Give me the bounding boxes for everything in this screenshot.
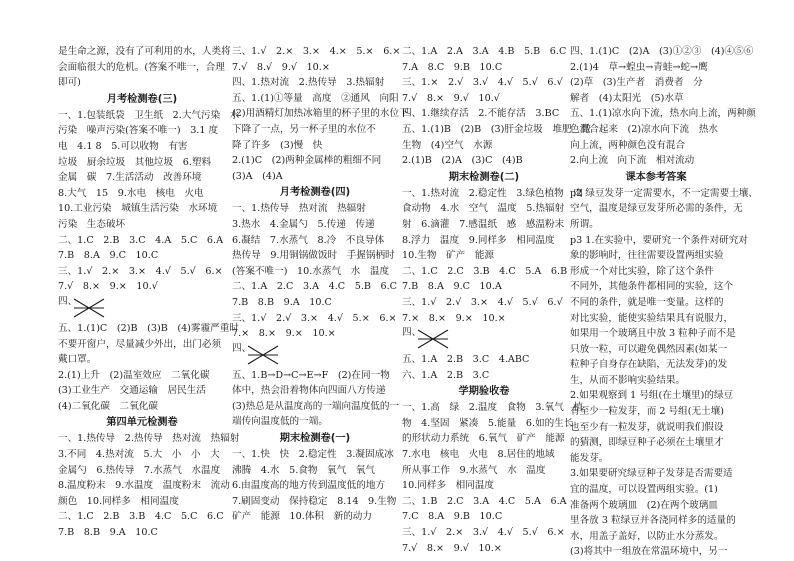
answer-line: 7.B 8.A 9.C 10.C	[58, 250, 159, 262]
answer-line: 解者 (4)太阳光 (5)水草	[570, 92, 684, 104]
answer-line: 8.温度粉末 9.水温度 温度粉末 流动	[58, 480, 230, 492]
answer-line: 五、1.A 2.B 3.C 4.ABC	[402, 354, 530, 366]
answer-line: 10.工业污染 城镇生活污染 水环境	[58, 203, 218, 215]
answer-line: 形成一个对比实验，除了这个条件	[570, 265, 714, 277]
answer-line: 2.(1)B (2)A (3)C (4)B	[402, 155, 523, 167]
answer-line: 三、1.√ 2.√ 3.× 4.√ 5.× 6.×	[232, 312, 397, 324]
answer-line: 3.如果要研究绿豆种子发芽是否需要适	[570, 468, 733, 480]
matching-lines-diagram	[232, 342, 398, 368]
answer-line: 8.大气 15 9.水电 核电 火电	[58, 187, 204, 199]
answer-line: p2 绿豆发芽一定需要水，不一定需要土壤、	[570, 187, 758, 199]
answer-line: 二、1.C 2.C 3.B 4.C 5.A 6.B	[402, 265, 568, 277]
column-1	[58, 44, 240, 541]
answer-line: 对比实验，能使实验结果具有说服力，	[570, 312, 734, 324]
answer-line: 沸腾 4.水 5.食物 氧气 氧气	[232, 464, 376, 476]
answer-line: 准备两个玻璃皿 (2)在两个玻璃皿	[570, 499, 718, 511]
answer-line: 象的影响时，往往需要设置两组实验	[570, 250, 724, 262]
answer-line: 一、1.热对流 2.稳定性 3.绿色植物 肉	[402, 187, 583, 199]
answer-line: (2)用酒精灯加热冰箱里的杯子里的水位下	[232, 108, 409, 120]
answer-line: 向上流，两种颜色没有混合	[570, 139, 686, 151]
answer-line: 2.如果观察到 1 号组(在土壤里)的绿豆	[570, 390, 734, 402]
answer-line: 金属 碳 7.生活活动 改善环境	[58, 172, 202, 184]
answer-line: 下降了一点，另一杯子里的水位不	[232, 123, 376, 135]
matching-lines-diagram	[402, 326, 566, 352]
answer-line: 一、1.包装纸袋 卫生纸 2.大气污染 水	[58, 109, 240, 121]
answer-line: 6.凝结 7.水蒸气 8.冷 不良导体	[232, 234, 385, 246]
answer-line: 只放一粒，可以避免偶然因素(如某一	[570, 343, 728, 355]
answer-line: 垃圾 厨余垃圾 其他垃圾 6.塑料	[58, 156, 212, 168]
answer-line: 一、1.热传导 2.热传导 热对流 热辐射	[58, 433, 240, 445]
answer-line: 3.热水 4.金属勺 5.传递 传递	[232, 218, 375, 230]
answer-line: 不同的条件，就是唯一变量。这样的	[570, 296, 724, 308]
answer-line: 生物 (4)空气 水源	[402, 139, 493, 151]
answer-line: (答案不唯一) 10.水蒸气 水 温度	[232, 265, 390, 277]
answer-line: 射 6.滴灌 7.感温纸 感 感温粉末	[402, 218, 565, 230]
answer-line: 三、1.× 2.√ 3.√ 4.√ 5.√ 6.√	[402, 77, 563, 89]
answer-line: 粒种子自身存在缺陷，无法发芽)的发	[570, 359, 728, 371]
answer-line: 7.水电 核电 火电 8.居住的地域	[402, 449, 555, 461]
answer-line: 7.刷固变动 保持稳定 8.14 9.生物	[232, 495, 397, 507]
answer-line: 2.(1)C (2)两种金属棒的粗细不同	[232, 155, 382, 167]
answer-line: 一、1.热传导 热对流 热辐射	[232, 203, 366, 215]
section-heading: 期末检测卷(二)	[448, 171, 520, 183]
answer-line: 四、1.继续存活 2.不能存活 3.BC	[402, 108, 560, 120]
answer-line: 不同外，其他条件都相同的实验，这个	[570, 281, 734, 293]
answer-line: 水，用盖子盖好，以防止水分蒸发。	[570, 530, 724, 542]
answer-line: 五、1.(1)B (2)B (3)肝金垃圾 堆肥 微	[402, 123, 591, 135]
answer-line: p3 1.在实验中，要研究一个条件对研究对	[570, 234, 748, 246]
answer-line: 色混合起来 (2)凉水向下流 热水	[570, 123, 718, 135]
answer-line: 一、1.高 绿 2.温度 食物 3.氧气 植	[402, 402, 583, 414]
answer-line: 7.B 8.B 9.A 10.C	[58, 527, 158, 539]
answer-line: 7.B 8.B 9.A 10.C	[232, 296, 332, 308]
column-2	[232, 44, 409, 525]
answer-line: 电 4.1 8 5.可以收物 有害	[58, 140, 188, 152]
answer-line: 食动物 4.水 空气 温度 5.热辐射	[402, 203, 565, 215]
answer-line: 7.√ 8.× 9.× 10.√	[58, 281, 158, 293]
matching-section-number: 四、	[402, 327, 422, 339]
answer-line: 一、1.快 快 2.稳定性 3.凝固成冰	[232, 449, 394, 461]
answer-line: 空气，温度是绿豆发芽所必需的条件，无	[570, 203, 743, 215]
answer-line: (3)A (4)A	[232, 170, 283, 182]
answer-line: 金属勺 6.热传导 7.水蒸气 水温度	[58, 464, 221, 476]
answer-line: 7.√ 8.× 9.√ 10.√	[402, 92, 500, 104]
answer-line: 10.生物 矿产 能源	[402, 250, 495, 262]
answer-line: 所从事工作 9.水蒸气 水 温度	[402, 464, 546, 476]
answer-line: 戴口罩。	[58, 354, 97, 366]
answer-line: 7.× 8.× 9.× 10.×	[232, 328, 336, 340]
answer-line: 生，从而不影响实验结果。	[570, 374, 686, 386]
answer-line: 五、1.(1)C (2)B (3)B (4)雾霾严重时	[58, 322, 239, 334]
answer-line: 3.不同 4.热对流 5.大 小 小 大	[58, 449, 220, 461]
answer-line: 有至少一粒发芽，而 2 号组(无土壤)	[570, 406, 725, 418]
answer-line: (2)草 (3)生产者 消费者 分	[570, 77, 703, 89]
answer-line: 二、1.C 2.B 3.C 4.A 5.C 6.A	[58, 234, 224, 246]
answer-line: 的猜测，即绿豆种子必须在土壤里才	[570, 437, 724, 449]
answer-line: 二、1.A 2.C 3.A 4.C 5.B 6.C	[232, 281, 398, 293]
answer-line: 二、1.A 2.A 3.A 4.B 5.B 6.C	[402, 46, 567, 57]
matching-section-number: 四、	[58, 295, 78, 307]
answer-line: 降了许多 (3)慢 快	[232, 139, 323, 151]
answer-line: 三、1.√ 2.× 3.√ 4.√ 5.√ 6.×	[402, 527, 565, 539]
answer-line: 六、1.A 2.B 3.C	[402, 369, 490, 381]
answer-line: (4)二氧化碳 二氧化碳	[58, 400, 158, 412]
matching-lines-diagram	[58, 295, 226, 321]
answer-line: 7.B 8.A 9.C 10.A	[402, 281, 502, 293]
answer-line: 污染 噪声污染(答案不唯一) 3.1 度	[58, 125, 219, 137]
answer-line: 矿产 能源 10.体积 新的动力	[232, 511, 372, 523]
answer-line: 五、1.(1)凉水向下流，热水向上流，两种颜	[570, 108, 756, 120]
answer-line: 7.√ 8.× 9.√ 10.×	[402, 542, 502, 554]
answer-line: 即可)	[58, 77, 81, 89]
answer-line: 物 4.坚固 紧凑 5.能量 6.如的生长	[402, 417, 574, 429]
answer-line: 如果用一个玻璃且中放 3 粒种子而不是	[570, 328, 736, 340]
answer-line: 的形状动力系统 6.氧气 矿产 能源	[402, 433, 565, 445]
answer-line: 8.浮力 温度 9.同样多 相同温度	[402, 234, 555, 246]
answer-line: 污染 生态破坏	[58, 218, 126, 230]
answer-line: 是生命之源，没有了可利用的水，人类将	[58, 46, 231, 57]
answer-line: 二、1.C 2.B 3.B 4.C 5.C 6.C	[58, 511, 224, 523]
answer-line: 二、1.B 2.C 3.A 4.C 5.A 6.A	[402, 495, 567, 507]
answer-line: 2.(1)上升 (2)温室效应 二氧化碳	[58, 369, 210, 381]
answer-line: 里各放 3 粒绿豆并各浇同样多的适量的	[570, 515, 736, 527]
answer-line: (3)热总是从温度高的一端向温度低的一	[232, 400, 400, 412]
column-4	[570, 44, 758, 560]
answer-line: 7.A 8.C 9.B 10.C	[402, 61, 503, 73]
section-heading: 月考检测卷(四)	[279, 187, 351, 199]
section-heading: 学期验收卷	[458, 386, 510, 398]
answer-line: 2.(1)4 草→蝗虫→青蛙→蛇→鹰	[570, 61, 708, 73]
answer-line: 三、1.√ 2.× 3.× 4.√ 5.√ 6.×	[58, 265, 223, 277]
answer-line: 2.向上流 向下流 相对流动	[570, 155, 695, 167]
answer-line: 7.C 8.A 9.B 10.C	[402, 511, 503, 523]
answer-line: 五、1.B→D→C→E→F (2)在同一物	[232, 369, 390, 381]
answer-line: 7.× 8.× 9.× 10.×	[402, 312, 506, 324]
answer-line: 三、1.√ 2.× 3.× 4.× 5.× 6.×	[232, 46, 401, 57]
answer-line: (3)工业生产 交通运输 居民生活	[58, 385, 206, 397]
answer-line: 10.同样多 相同温度	[402, 480, 495, 492]
matching-section-number: 四、	[232, 342, 252, 354]
answer-line: 体中，热会沿着物体向四面八方传递	[232, 385, 386, 397]
answer-line: 也至少有一粒发芽，就说明我们假设	[570, 421, 724, 433]
answer-line: 四、1.(1)C (2)A (3)①②③ (4)④⑤⑥	[570, 46, 754, 57]
answer-line: 能发芽。	[570, 452, 609, 464]
section-heading: 第四单元检测卷	[106, 417, 178, 429]
answer-line: 颜色 10.同样多 相同温度	[58, 495, 179, 507]
answer-line: 7.√ 8.√ 9.√ 10.×	[232, 61, 330, 73]
answer-line: 宜的温度，可以设置两组实验。(1)	[570, 484, 718, 496]
answer-line: 端传向温度低的一端。	[232, 416, 328, 428]
section-heading: 期末检测卷(一)	[279, 433, 351, 445]
answer-line: 四、1.热对流 2.热传导 3.热辐射	[232, 77, 385, 89]
section-heading: 课本参考答案	[625, 171, 687, 183]
answer-line: 热传导 9.用铜锅做饭时 手握锅柄时	[232, 250, 395, 262]
answer-line: 所谓。	[570, 218, 599, 230]
answer-line: 不要开窗户，尽量减少外出，出门必须	[58, 338, 222, 350]
answer-line: 6.由温度高的地方传到温度低的地方	[232, 480, 386, 492]
answer-line: 会面临很大的危机。(答案不唯一，合理	[58, 61, 225, 73]
answer-line: (3)将其中一组放在常温环境中，另一	[570, 546, 728, 558]
answer-line: 三、1.√ 2.√ 3.× 4.√ 5.√ 6.√	[402, 296, 563, 308]
answer-line: 五、1.(1)①等量 高度 ②通风 向阳	[232, 92, 399, 104]
section-heading: 月考检测卷(三)	[106, 93, 178, 105]
